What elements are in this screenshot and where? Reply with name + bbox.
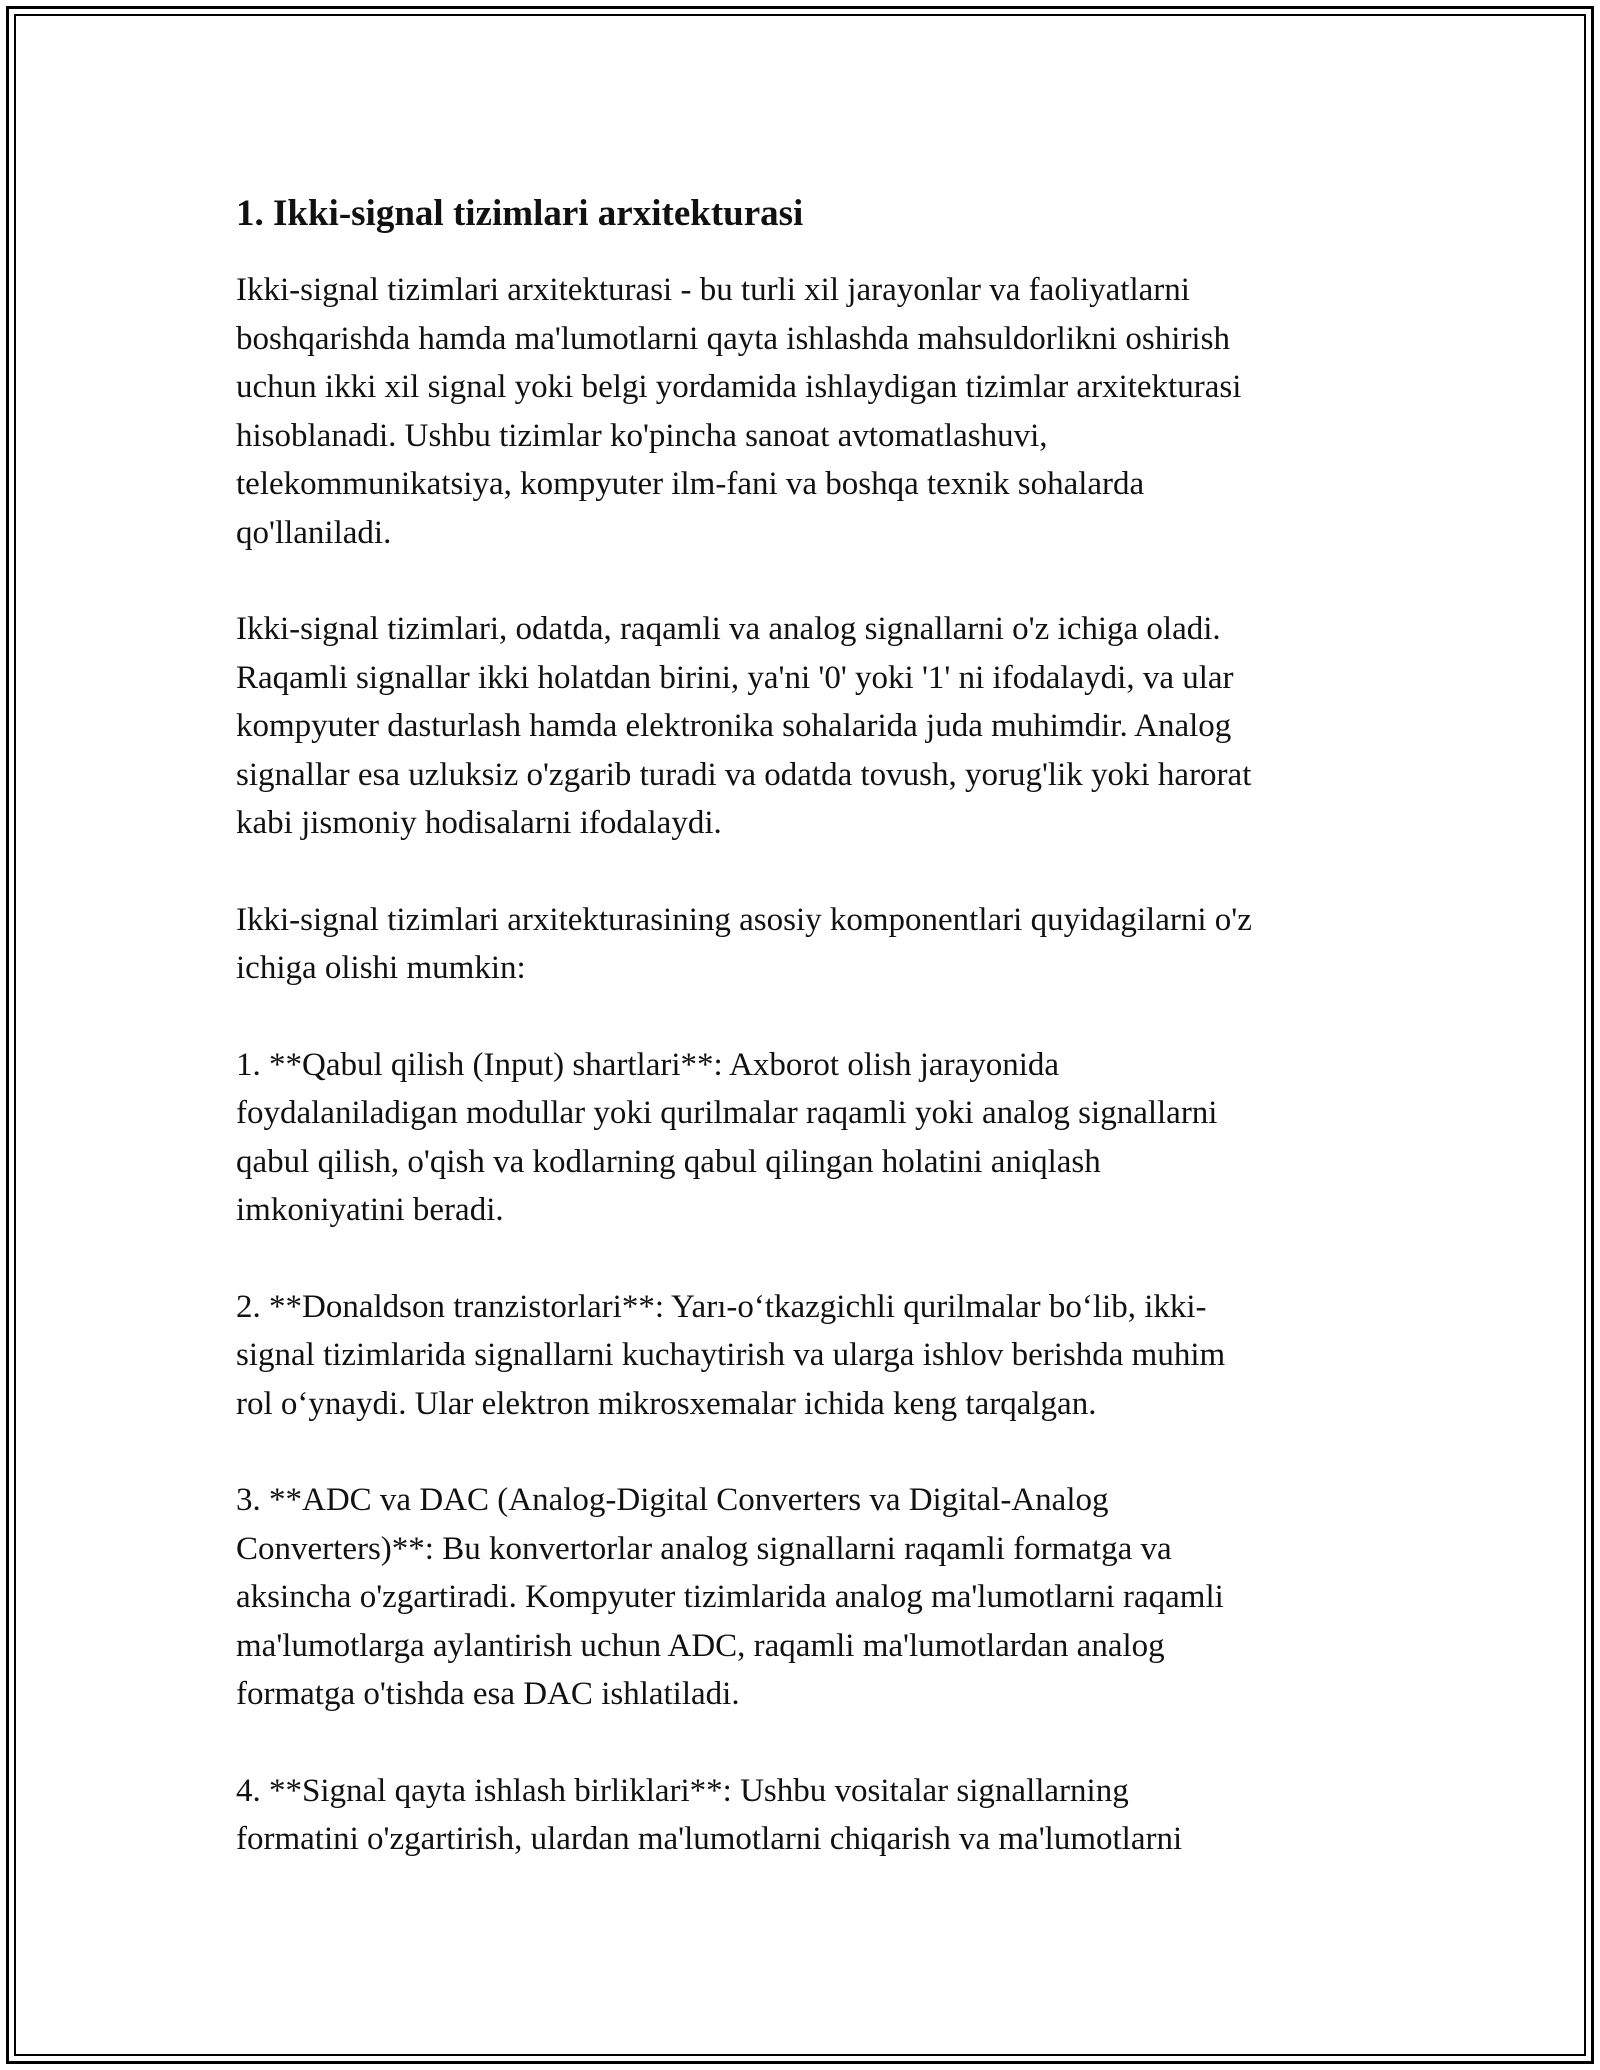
list-item-input-conditions: 1. **Qabul qilish (Input) shartlari**: Axborot olish jarayonida foydalaniladigan modullar yoki qurilmalar raqamli yoki analog signallarni qabul qilish, o'qish va kodlarning qabul qilingan holatini aniqlash imkoniyatini beradi.	[236, 1046, 1218, 1228]
intro-paragraph: Ikki-signal tizimlari arxitekturasi - bu turli xil jarayonlar va faoliyatlarni boshqarishda hamda ma'lumotlarni qayta ishlashda mahsuldorlikni oshirish uchun ikki xil signal yoki belgi yordamida ishlaydigan tizimlar arxitekturasi hisoblanadi. Ushbu tizimlar ko'pincha sanoat avtomatlashuvi, telekommunikatsiya, kompyuter ilm-fani va boshqa texnik sohalarda qo'llaniladi.	[236, 272, 1242, 551]
list-item-adc-dac: 3. **ADC va DAC (Analog-Digital Converters va Digital-Analog Converters)**: Bu konvertorlar analog signallarni raqamli formatga va aksincha o'zgartiradi. Kompyuter tizimlarida analog ma'lumotlarni raqamli ma'lumotlarga aylantirish uchun ADC, raqamli ma'lumotlardan analog formatga o'tishda esa DAC ishlatiladi.	[236, 1482, 1224, 1712]
list-item-signal-processing: 4. **Signal qayta ishlash birliklari**: Ushbu vositalar signallarning formatini o'zgartirish, ulardan ma'lumotlarni chiqarish va ma'lumotlarni	[236, 1772, 1183, 1857]
list-item-donaldson-transistors: 2. **Donaldson tranzistorlari**: Yarı-o‘tkazgichli qurilmalar bo‘lib, ikki- signal tizimlarida signallarni kuchaytirish va ularga ishlov berishda muhim rol o‘ynaydi. Ular elektron mikrosxemalar ichida keng tarqalgan.	[236, 1288, 1226, 1422]
signals-paragraph: Ikki-signal tizimlari, odatda, raqamli va analog signallarni o'z ichiga oladi. Raqamli signallar ikki holatdan birini, ya'ni '0' yoki '1' ni ifodalaydi, va ular kompyuter dasturlash hamda elektronika sohalarida juda muhimdir. Analog signallar esa uzluksiz o'zgarib turadi va odatda tovush, yorug'lik yoki harorat kabi jismoniy hodisalarni ifodalaydi.	[236, 611, 1252, 841]
document-body	[236, 188, 1376, 1912]
section-title: 1. Ikki-signal tizimlari arxitekturasi	[236, 193, 804, 234]
components-intro-paragraph: Ikki-signal tizimlari arxitekturasining asosiy komponentlari quyidagilarni o'z ichiga olishi mumkin:	[236, 901, 1252, 986]
